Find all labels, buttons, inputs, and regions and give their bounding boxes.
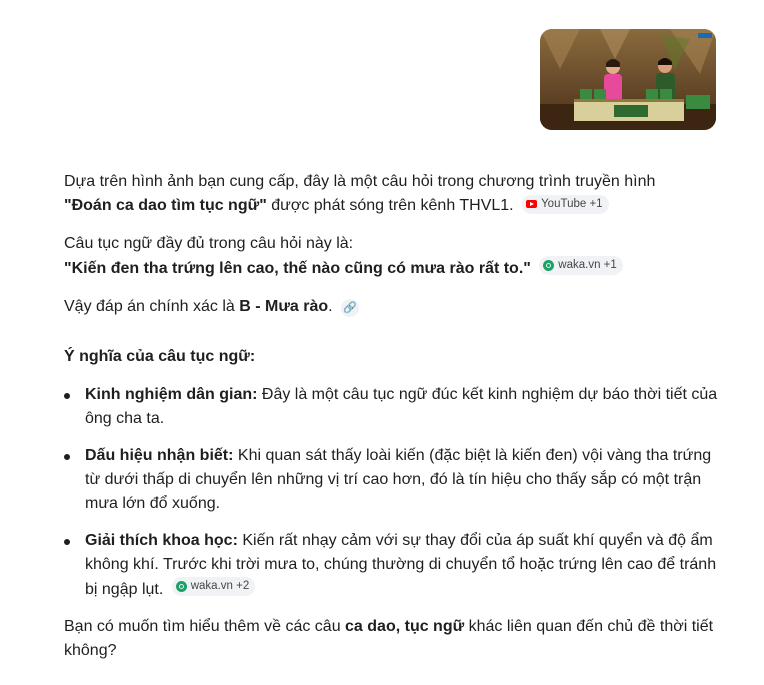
waka-icon (176, 581, 187, 592)
paragraph-intro (64, 170, 724, 218)
intro-text: Dựa trên hình ảnh bạn cung cấp, đây là một câu hỏi trong chương trình truyền hình (64, 173, 656, 190)
tv-show-scene (540, 29, 716, 130)
list-item-title: Kinh nghiệm dân gian: (85, 386, 258, 403)
uploaded-image-thumbnail[interactable] (540, 29, 716, 130)
source-chip-label: waka.vn +1 (558, 259, 617, 271)
waka-icon (543, 260, 554, 271)
proverb-text: "Kiến đen tha trứng lên cao, thế nào cũng có mưa rào rất to." (64, 260, 531, 277)
answer-text: Vậy đáp án chính xác là (64, 298, 240, 315)
youtube-icon (526, 200, 537, 208)
list-item (64, 383, 724, 431)
section-heading: Ý nghĩa của câu tục ngữ: (64, 348, 256, 365)
source-chip-waka[interactable] (539, 256, 623, 275)
meaning-list (64, 383, 724, 602)
source-chip-waka[interactable] (172, 577, 256, 596)
proverb-intro: Câu tục ngữ đầy đủ trong câu hỏi này là: (64, 235, 354, 252)
list-item-text: Kiến rất nhạy cảm với sự thay đổi của áp suất khí quyển và độ ẩm không khí. Trước khi trời mưa to, chúng thường di chuyển tổ hoặc trứng lên cao để tránh bị ngập lụt. (85, 532, 717, 598)
list-item (64, 444, 724, 516)
paragraph-closing (64, 615, 724, 663)
source-chip-label: YouTube +1 (541, 197, 603, 210)
assistant-response (64, 170, 724, 663)
answer-end: . (328, 298, 333, 315)
list-item-title: Dấu hiệu nhận biết: (85, 447, 234, 464)
list-item-text: Khi quan sát thấy loài kiến (đặc biệt là kiến đen) vội vàng tha trứng từ dưới thấp di chuyển lên những vị trí cao hơn, đó là tín hiệu cho thấy sắp có một trận mưa lớn đổ xuống. (85, 447, 712, 512)
intro-text-2: được phát sóng trên kênh THVL1. (266, 197, 514, 214)
source-chip-youtube[interactable] (522, 195, 609, 214)
closing-text: Bạn có muốn tìm hiểu thêm về các câu (64, 618, 346, 635)
closing-text-2: khác liên quan đến chủ đề thời tiết không? (64, 618, 714, 659)
show-name: "Đoán ca dao tìm tục ngữ" (64, 197, 267, 214)
list-item-text: Đây là một câu tục ngữ đúc kết kinh nghiệm dự báo thời tiết của ông cha ta. (85, 386, 718, 427)
paragraph-answer (64, 295, 724, 319)
list-item (64, 529, 724, 602)
link-icon[interactable]: 🔗 (341, 299, 359, 317)
closing-bold: ca dao, tục ngữ (345, 618, 465, 635)
source-chip-label: waka.vn +2 (190, 580, 250, 592)
paragraph-proverb (64, 232, 724, 281)
answer-value: B - Mưa rào (239, 298, 329, 315)
list-item-title: Giải thích khoa học: (85, 532, 238, 549)
